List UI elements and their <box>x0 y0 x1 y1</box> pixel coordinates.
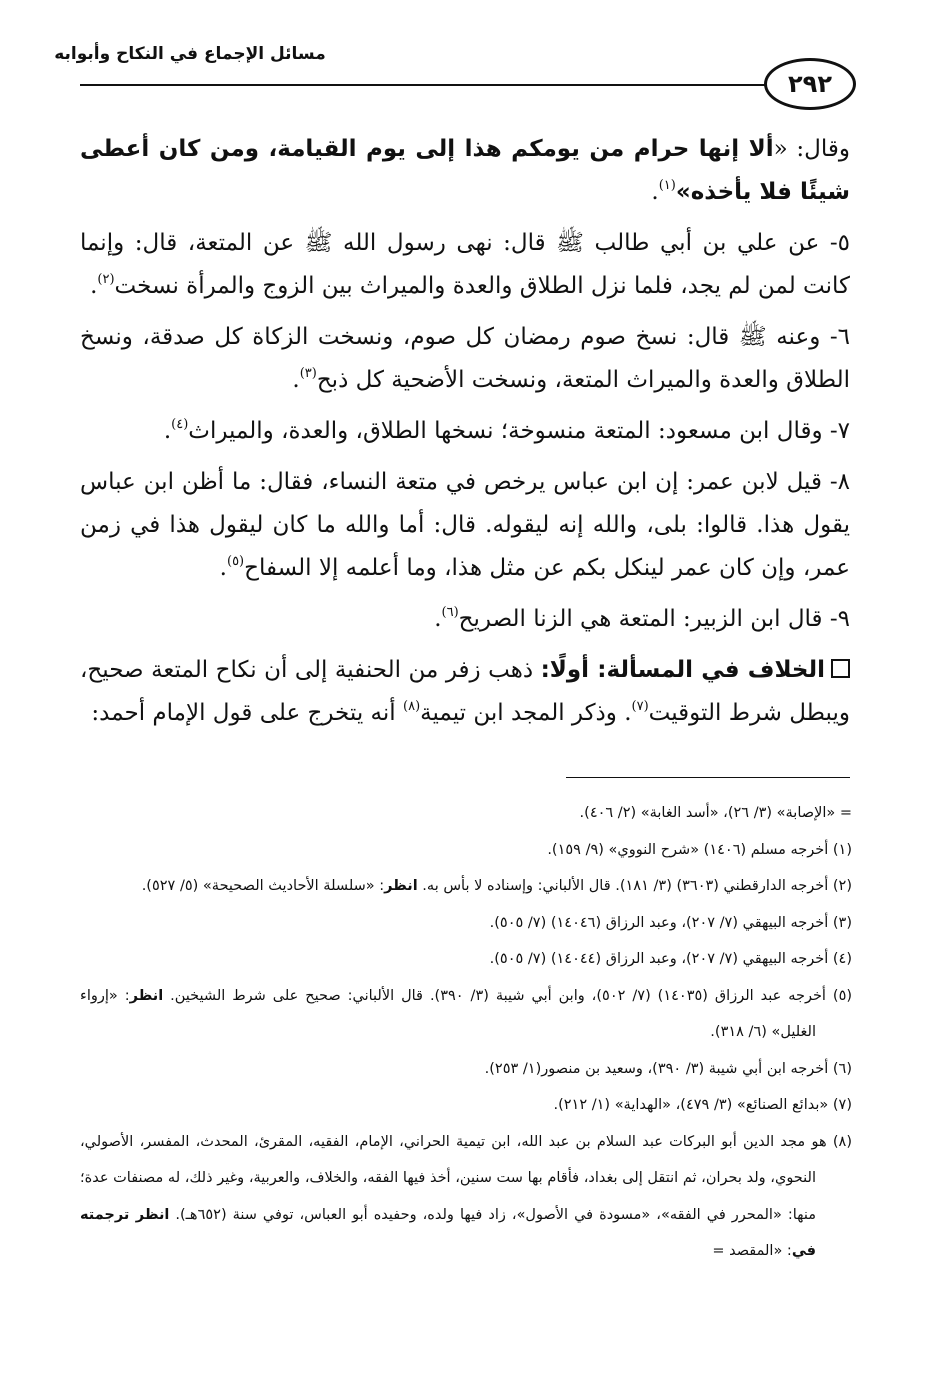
footnote-5-see: انظر <box>129 987 164 1004</box>
footnote-5-text: (٥) أخرجه عبد الرزاق (١٤٠٣٥) (٧/ ٥٠٢)، وابن أبي شيبة (٣/ ٣٩٠). قال الألباني: صحيح على شرط الشيخين. <box>163 987 853 1004</box>
footnote-ref-7: (٧) <box>631 699 649 714</box>
paragraph-8-text: ٨- قيل لابن عمر: إن ابن عباس يرخص في متعة النساء، فقال: ما أظن ابن عباس يقول هذا. قالوا: بلى، والله إنه ليقوله. قال: أما والله ما كان ليقول هذا في زمن عمر، وإن كان عمر لينكل بكم عن مثل هذا، وما أعلمه إلا السفاح <box>80 469 850 581</box>
page-number: ٢٩٢ <box>788 70 832 98</box>
paragraph-9-text: ٩- قال ابن الزبير: المتعة هي الزنا الصريح <box>458 606 850 632</box>
footnote-ref-3: (٣) <box>299 366 317 381</box>
footnote-ref-2: (٢) <box>97 272 115 287</box>
paragraph-disagreement <box>80 649 850 735</box>
footnote-2-text: (٢) أخرجه الدارقطني (٣٦٠٣) (٣/ ١٨١). قال الألباني: وإسناده لا بأس به. <box>417 878 852 894</box>
footnotes <box>80 795 852 1270</box>
paragraph-5-text: ٥- عن علي بن أبي طالب ﷺ قال: نهى رسول الله ﷺ عن المتعة، قال: وإنما كانت لمن لم يجد، فلما نزل الطلاق والعدة والميراث بين الزوج والمرأة نسخت <box>80 230 850 299</box>
footnote-ref-6: (٦) <box>441 605 459 620</box>
footnote-2-see: انظر <box>384 878 418 894</box>
period: . <box>292 367 300 393</box>
footnote-ref-5: (٥) <box>226 554 245 569</box>
quote-close: » <box>675 179 691 205</box>
footnote-8 <box>80 1124 852 1270</box>
square-bullet-icon <box>831 659 850 678</box>
disagreement-text-b: . وذكر المجد ابن تيمية <box>420 700 632 726</box>
quote-bold: ألا إنها حرام من يومكم هذا إلى يوم القيامة، ومن كان أعطى شيئًا فلا يأخذه <box>80 136 850 205</box>
footnote-7: (٧) «بدائع الصنائع» (٣/ ٤٧٩)، «الهداية» (١/ ٢١٢). <box>553 1097 852 1113</box>
footnote-separator <box>566 777 850 778</box>
period: . <box>90 273 98 299</box>
footnote-4: (٤) أخرجه البيهقي (٧/ ٢٠٧)، وعبد الرزاق (١٤٠٤٤) (٧/ ٥٠٥). <box>489 951 852 967</box>
footnote-8-see: انظر ترجمته في <box>80 1206 816 1259</box>
footnote-ref-1: (١) <box>658 178 676 193</box>
footnote-1: (١) أخرجه مسلم (١٤٠٦) «شرح النووي» (٩/ ١٥٩). <box>547 841 852 858</box>
period: . <box>651 179 659 205</box>
quote-lead: وقال: « <box>773 136 850 162</box>
footnote-6: (٦) أخرجه ابن أبي شيبة (٣/ ٣٩٠)، وسعيد بن منصور(١/ ٢٥٣). <box>484 1060 852 1077</box>
period: . <box>163 418 172 444</box>
footnote-carryover: = «الإصابة» (٣/ ٢٦)، «أسد الغابة» (٢/ ٤٠٦). <box>579 805 852 821</box>
disagreement-text-c: أنه يتخرج على قول الإمام أحمد: <box>91 700 403 726</box>
footnote-8-source: : «المقصد = <box>712 1243 792 1259</box>
footnote-8-text: (٨) هو مجد الدين أبو البركات عبد السلام بن عبد الله، ابن تيمية الحراني، الإمام، الفقيه، المقرئ، المحدث، المفسر، الأصولي، النحوي، ولد بحران، ثم انتقل إلى بغداد، فأقام بها ست سنين، أخذ فيها الفقه، والخلاف، والعربية، وغير ذلك، له مصنفات عدة؛ منها: «المحرر في الفقه»، «مسودة في الأصول»، زاد فيها ولده، وحفيده أبو العباس، توفي سنة (٦٥٢هـ). <box>80 1133 852 1223</box>
footnote-3: (٣) أخرجه البيهقي (٧/ ٢٠٧)، وعبد الرزاق (١٤٠٤٦) (٧/ ٥٠٥). <box>489 914 852 931</box>
main-text <box>80 128 850 743</box>
paragraph-hadith-quote <box>80 128 850 214</box>
period: . <box>434 606 442 632</box>
header-rule <box>80 84 775 86</box>
paragraph-6-text: ٦- وعنه ﷺ قال: نسخ صوم رمضان كل صوم، ونسخت الزكاة كل صدقة، ونسخ الطلاق والعدة والميراث المتعة، ونسخت الأضحية كل ذبح <box>80 324 850 393</box>
section-heading: الخلاف في المسألة: أولًا: <box>540 657 826 683</box>
footnote-5-source: : «إرواء الغليل» (٦/ ٣١٨). <box>80 987 816 1040</box>
paragraph-8 <box>80 461 850 590</box>
footnote-ref-8: (٨) <box>403 699 421 714</box>
page-number-badge <box>764 58 856 110</box>
footnote-5 <box>80 978 852 1051</box>
period: . <box>219 555 227 581</box>
footnote-ref-4: (٤) <box>171 417 189 432</box>
paragraph-7 <box>80 410 850 453</box>
paragraph-6 <box>80 316 850 402</box>
running-title: مسائل الإجماع في النكاح وأبوابه <box>54 44 326 64</box>
paragraph-9 <box>80 598 850 641</box>
footnote-2 <box>80 868 852 905</box>
paragraph-5 <box>80 222 850 308</box>
footnote-2-source: : «سلسلة الأحاديث الصحيحة» (٥/ ٥٢٧). <box>141 878 385 894</box>
disagreement-text-a: ذهب زفر من الحنفية إلى أن نكاح المتعة صحيح، ويبطل شرط التوقيت <box>80 657 850 726</box>
paragraph-7-text: ٧- وقال ابن مسعود: المتعة منسوخة؛ نسخها الطلاق، والعدة، والميراث <box>188 418 850 444</box>
